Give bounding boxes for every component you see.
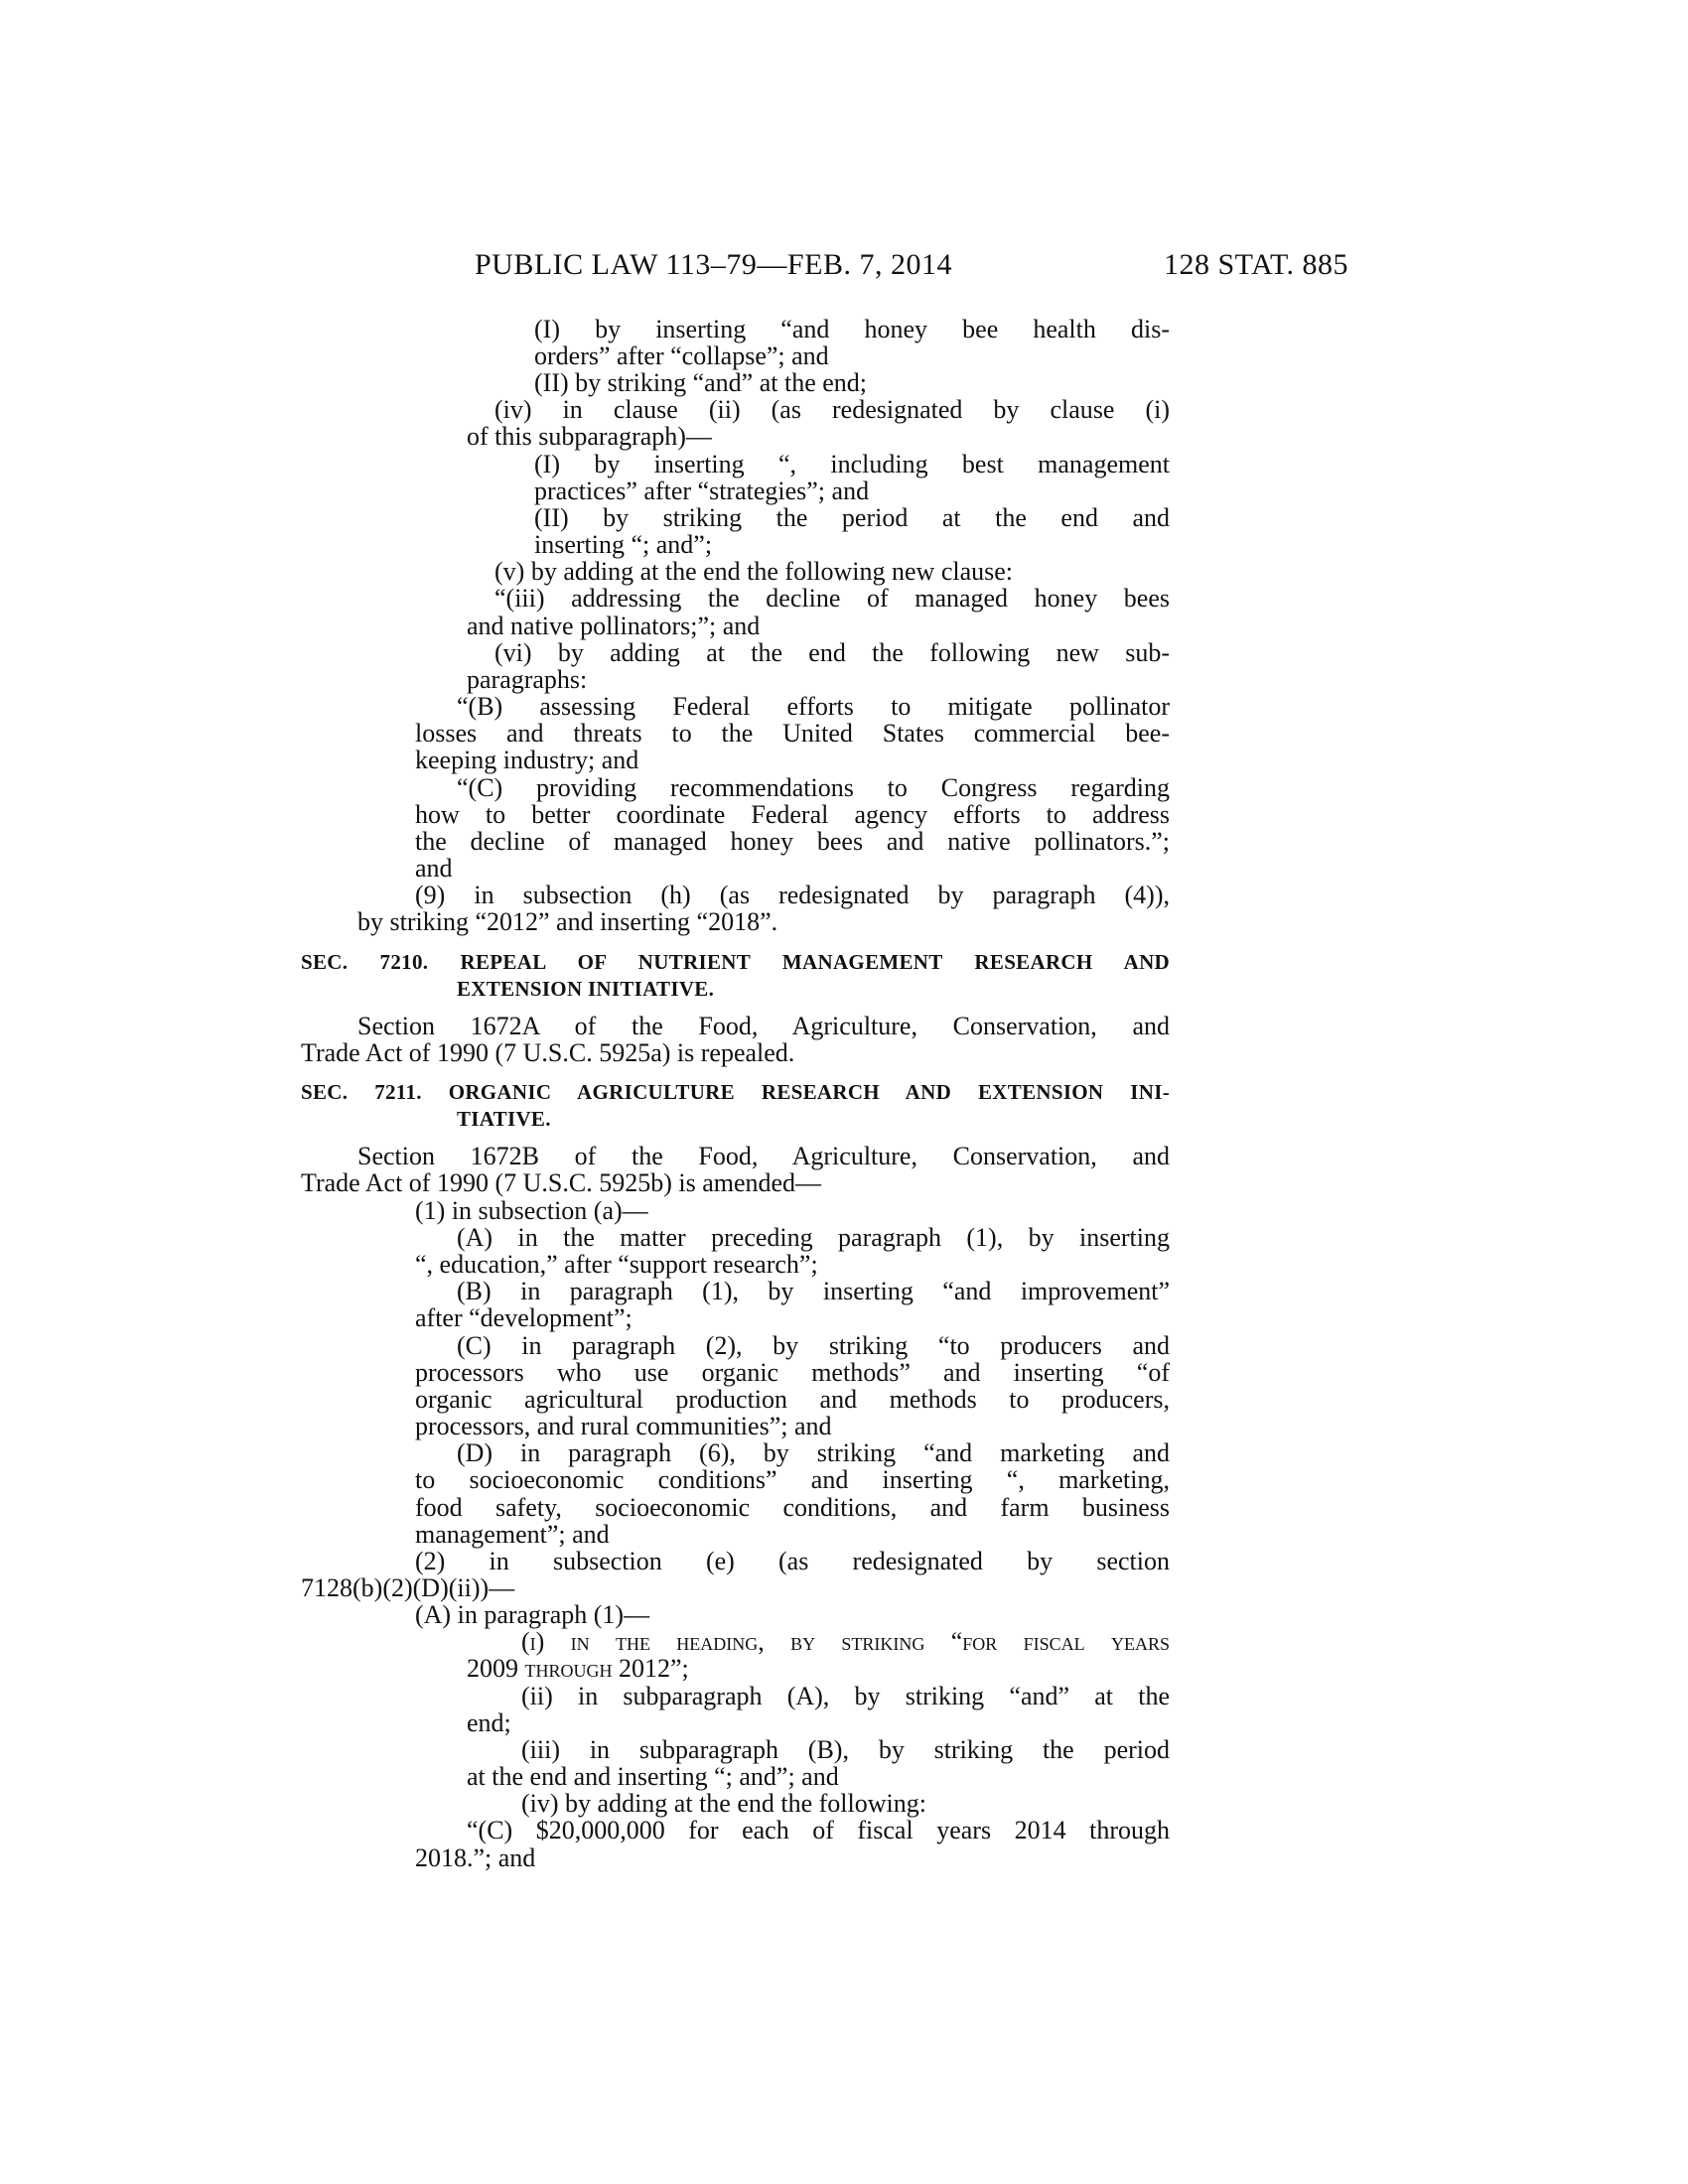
text-line: (i) in the heading, by striking “for fiscal years <box>521 1627 1170 1656</box>
text-line: and <box>415 854 453 883</box>
text-line: (A) in paragraph (1)— <box>415 1600 650 1629</box>
text-line: (B) in paragraph (1), by inserting “and improvement” <box>457 1277 1170 1305</box>
text-line: how to better coordinate Federal agency efforts to address <box>415 800 1170 829</box>
text-line: (C) in paragraph (2), by striking “to producers and <box>457 1331 1170 1360</box>
text-line: keeping industry; and <box>415 746 639 774</box>
text-line: practices” after “strategies”; and <box>534 477 870 505</box>
text-line: losses and threats to the United States commercial bee- <box>415 719 1170 748</box>
text-line: the decline of managed honey bees and native pollinators.”; <box>415 827 1170 856</box>
text-line: “(C) providing recommendations to Congress regarding <box>457 773 1170 802</box>
text-line: orders” after “collapse”; and <box>534 341 829 370</box>
text-line: (I) by inserting “, including best management <box>534 450 1170 478</box>
text-line: “(C) $20,000,000 for each of fiscal years 2014 through <box>467 1816 1170 1844</box>
text-line: Trade Act of 1990 (7 U.S.C. 5925a) is repealed. <box>301 1038 795 1067</box>
text-line: (II) by striking the period at the end and <box>534 503 1170 532</box>
text-line: Section 1672B of the Food, Agriculture, Conservation, and <box>357 1142 1170 1170</box>
text-line: 7128(b)(2)(D)(ii))— <box>301 1573 515 1602</box>
text-line: after “development”; <box>415 1303 633 1332</box>
text-line: (iv) by adding at the end the following: <box>521 1789 926 1818</box>
text-line: (1) in subsection (a)— <box>415 1196 648 1225</box>
text-line: management”; and <box>415 1520 610 1549</box>
text-line: 2009 through 2012”; <box>467 1654 689 1683</box>
text-line: Trade Act of 1990 (7 U.S.C. 5925b) is amended— <box>301 1168 822 1197</box>
text-line: organic agricultural production and methods to producers, <box>415 1385 1170 1414</box>
text-line: by striking “2012” and inserting “2018”. <box>357 907 778 936</box>
text-line: Section 1672A of the Food, Agriculture, Conservation, and <box>357 1012 1170 1040</box>
text-line: (ii) in subparagraph (A), by striking “and” at the <box>521 1682 1170 1710</box>
text-line: (iii) in subparagraph (B), by striking the period <box>521 1735 1170 1764</box>
text-line: “, education,” after “support research”; <box>415 1250 818 1279</box>
section-7211-heading: SEC. 7211. ORGANIC AGRICULTURE RESEARCH AND EXTENSION INI- <box>301 1080 1170 1104</box>
text-line: inserting “; and”; <box>534 530 713 559</box>
public-law-citation: PUBLIC LAW 113–79—FEB. 7, 2014 <box>475 248 952 281</box>
text-line: (9) in subsection (h) (as redesignated by paragraph (4)), <box>415 881 1170 909</box>
section-7210-heading: SEC. 7210. REPEAL OF NUTRIENT MANAGEMENT RESEARCH AND <box>301 950 1170 974</box>
text-line: food safety, socioeconomic conditions, and farm business <box>415 1493 1170 1522</box>
text-line: “(iii) addressing the decline of managed honey bees <box>494 584 1170 613</box>
text-line: (iv) in clause (ii) (as redesignated by clause (i) <box>494 395 1170 424</box>
text-line: (A) in the matter preceding paragraph (1), by inserting <box>457 1223 1170 1252</box>
text-line: (II) by striking “and” at the end; <box>534 368 867 397</box>
stat-page-number: 128 STAT. 885 <box>1164 248 1349 281</box>
text-line: 2018.”; and <box>415 1843 536 1872</box>
text-line: paragraphs: <box>467 665 588 694</box>
section-7210-heading-cont: EXTENSION INITIATIVE. <box>457 977 715 1001</box>
text-line: of this subparagraph)— <box>467 422 712 451</box>
text-line: processors who use organic methods” and inserting “of <box>415 1358 1170 1387</box>
text-line: (v) by adding at the end the following new clause: <box>494 557 1014 586</box>
text-line: and native pollinators;”; and <box>467 612 761 640</box>
running-header <box>0 248 1688 288</box>
text-line: to socioeconomic conditions” and inserting “, marketing, <box>415 1465 1170 1494</box>
text-line: (I) by inserting “and honey bee health dis- <box>534 315 1170 343</box>
text-line: end; <box>467 1708 511 1737</box>
text-line: “(B) assessing Federal efforts to mitigate pollinator <box>457 692 1170 721</box>
text-line: (2) in subsection (e) (as redesignated by section <box>415 1547 1170 1575</box>
text-line: (D) in paragraph (6), by striking “and marketing and <box>457 1438 1170 1467</box>
text-line: processors, and rural communities”; and <box>415 1412 832 1440</box>
text-line: (vi) by adding at the end the following new sub- <box>494 638 1170 667</box>
section-7211-heading-cont: TIATIVE. <box>457 1107 551 1131</box>
text-line: at the end and inserting “; and”; and <box>467 1762 839 1791</box>
